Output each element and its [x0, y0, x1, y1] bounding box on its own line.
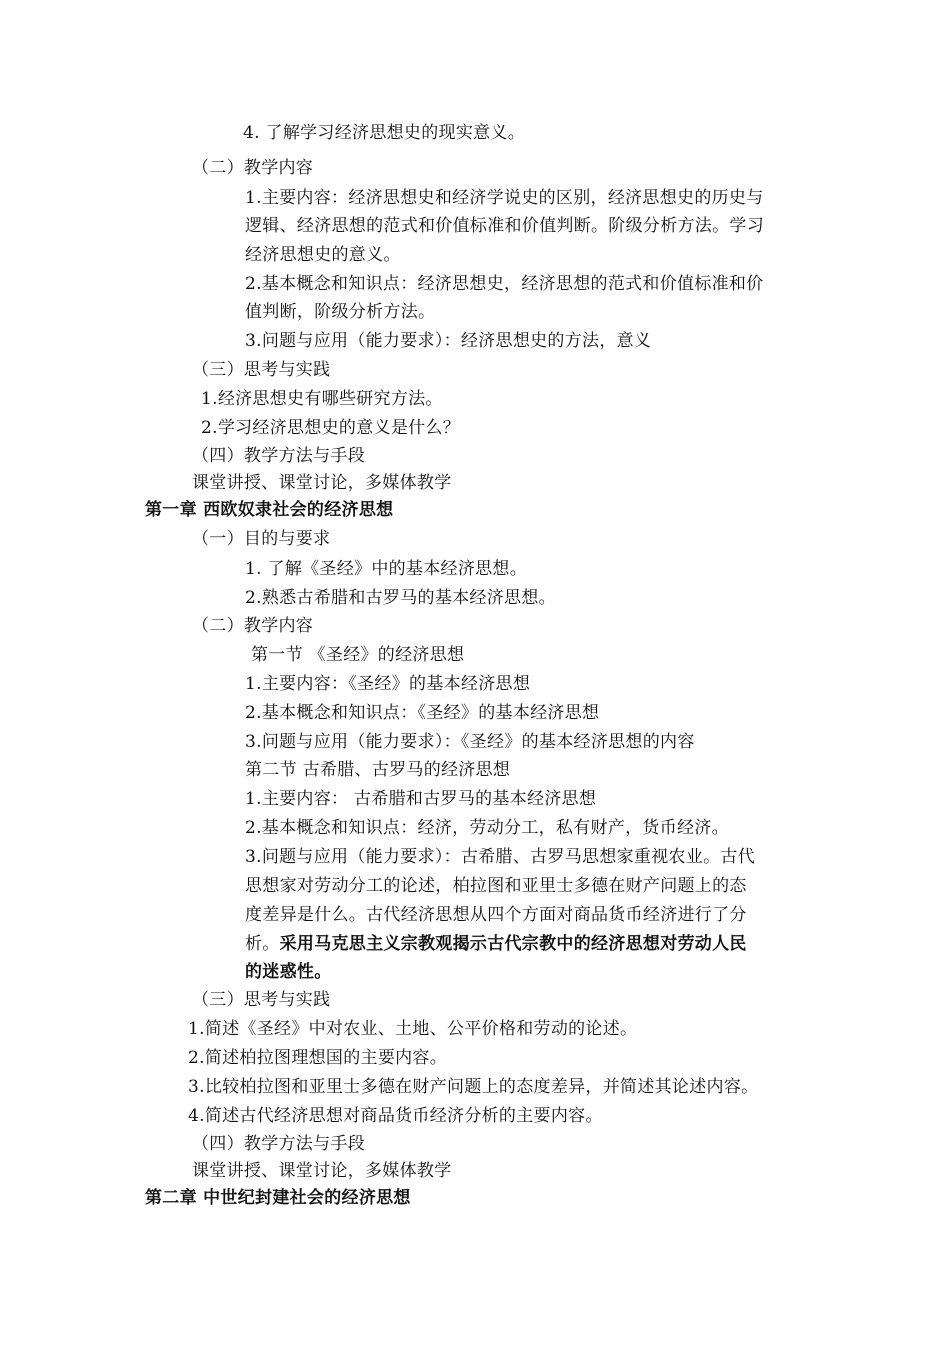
- chapter1-practice-heading: （三）思考与实践: [192, 990, 331, 1010]
- intro-content-main-line1: 1.主要内容：经济思想史和经济学说史的区别，经济思想史的历史与: [245, 188, 764, 208]
- intro-goal-item-4: 4. 了解学习经济思想史的现实意义。: [243, 123, 526, 143]
- section2-apply-line3: 度差异是什么。古代经济思想从四个方面对商品货币经济进行了分: [245, 905, 747, 925]
- section2-apply-line4: [245, 932, 747, 956]
- intro-content-main-line3: 经济思想史的意义。: [245, 245, 401, 265]
- intro-method-heading: （四）教学方法与手段: [192, 446, 365, 466]
- section2-apply-line1: 3.问题与应用（能力要求）：古希腊、古罗马思想家重视农业。古代: [245, 847, 756, 867]
- chapter1-method-heading: （四）教学方法与手段: [192, 1134, 365, 1154]
- section2-apply-line4-bold: 采用马克思主义宗教观揭示古代宗教中的经济思想对劳动人民: [279, 934, 747, 954]
- intro-content-heading: （二）教学内容: [192, 158, 314, 178]
- chapter1-practice-q2: 2.简述柏拉图理想国的主要内容。: [188, 1048, 448, 1068]
- section2-apply-line2: 思想家对劳动分工的论述，柏拉图和亚里士多德在财产问题上的态: [245, 876, 747, 896]
- intro-practice-q1: 1.经济思想史有哪些研究方法。: [201, 389, 443, 409]
- chapter1-content-heading: （二）教学内容: [192, 616, 314, 636]
- chapter1-goal-item2: 2.熟悉古希腊和古罗马的基本经济思想。: [245, 588, 556, 608]
- chapter1-title: 第一章 西欧奴隶社会的经济思想: [145, 500, 394, 520]
- intro-content-apply: 3.问题与应用（能力要求）：经济思想史的方法，意义: [245, 331, 652, 351]
- chapter1-goal-heading: （一）目的与要求: [192, 529, 331, 549]
- section1-concepts: 2.基本概念和知识点：《圣经》的基本经济思想: [245, 703, 600, 723]
- chapter1-method-text: 课堂讲授、课堂讨论，多媒体教学: [192, 1161, 452, 1181]
- section2-concepts: 2.基本概念和知识点：经济，劳动分工，私有财产，货币经济。: [245, 818, 729, 838]
- chapter2-title: 第二章 中世纪封建社会的经济思想: [145, 1188, 411, 1208]
- section1-apply: 3.问题与应用（能力要求）：《圣经》的基本经济思想的内容: [245, 732, 695, 752]
- section2-apply-line4-normal: 析。: [245, 934, 280, 954]
- intro-content-concepts-line2: 值判断，阶级分析方法。: [245, 302, 436, 322]
- intro-content-main-line2: 逻辑、经济思想的范式和价值标准和价值判断。阶级分析方法。学习: [245, 216, 764, 236]
- section2-apply-line5: 的迷惑性。: [245, 962, 332, 982]
- intro-practice-q2: 2.学习经济思想史的意义是什么？: [201, 418, 461, 438]
- chapter1-practice-q4: 4.简述古代经济思想对商品货币经济分析的主要内容。: [188, 1106, 603, 1126]
- intro-content-concepts-line1: 2.基本概念和知识点：经济思想史，经济思想的范式和价值标准和价: [245, 274, 764, 294]
- chapter1-goal-item1: 1. 了解《圣经》中的基本经济思想。: [245, 559, 528, 579]
- intro-practice-heading: （三）思考与实践: [192, 360, 331, 380]
- section1-title: 第一节 《圣经》的经济思想: [251, 645, 465, 665]
- section2-main: 1.主要内容： 古希腊和古罗马的基本经济思想: [245, 789, 597, 809]
- section2-title: 第二节 古希腊、古罗马的经济思想: [245, 760, 511, 780]
- section1-main: 1.主要内容：《圣经》的基本经济思想: [245, 674, 531, 694]
- intro-method-text: 课堂讲授、课堂讨论，多媒体教学: [192, 473, 452, 493]
- chapter1-practice-q1: 1.简述《圣经》中对农业、土地、公平价格和劳动的论述。: [188, 1019, 638, 1039]
- chapter1-practice-q3: 3.比较柏拉图和亚里士多德在财产问题上的态度差异，并简述其论述内容。: [188, 1077, 759, 1097]
